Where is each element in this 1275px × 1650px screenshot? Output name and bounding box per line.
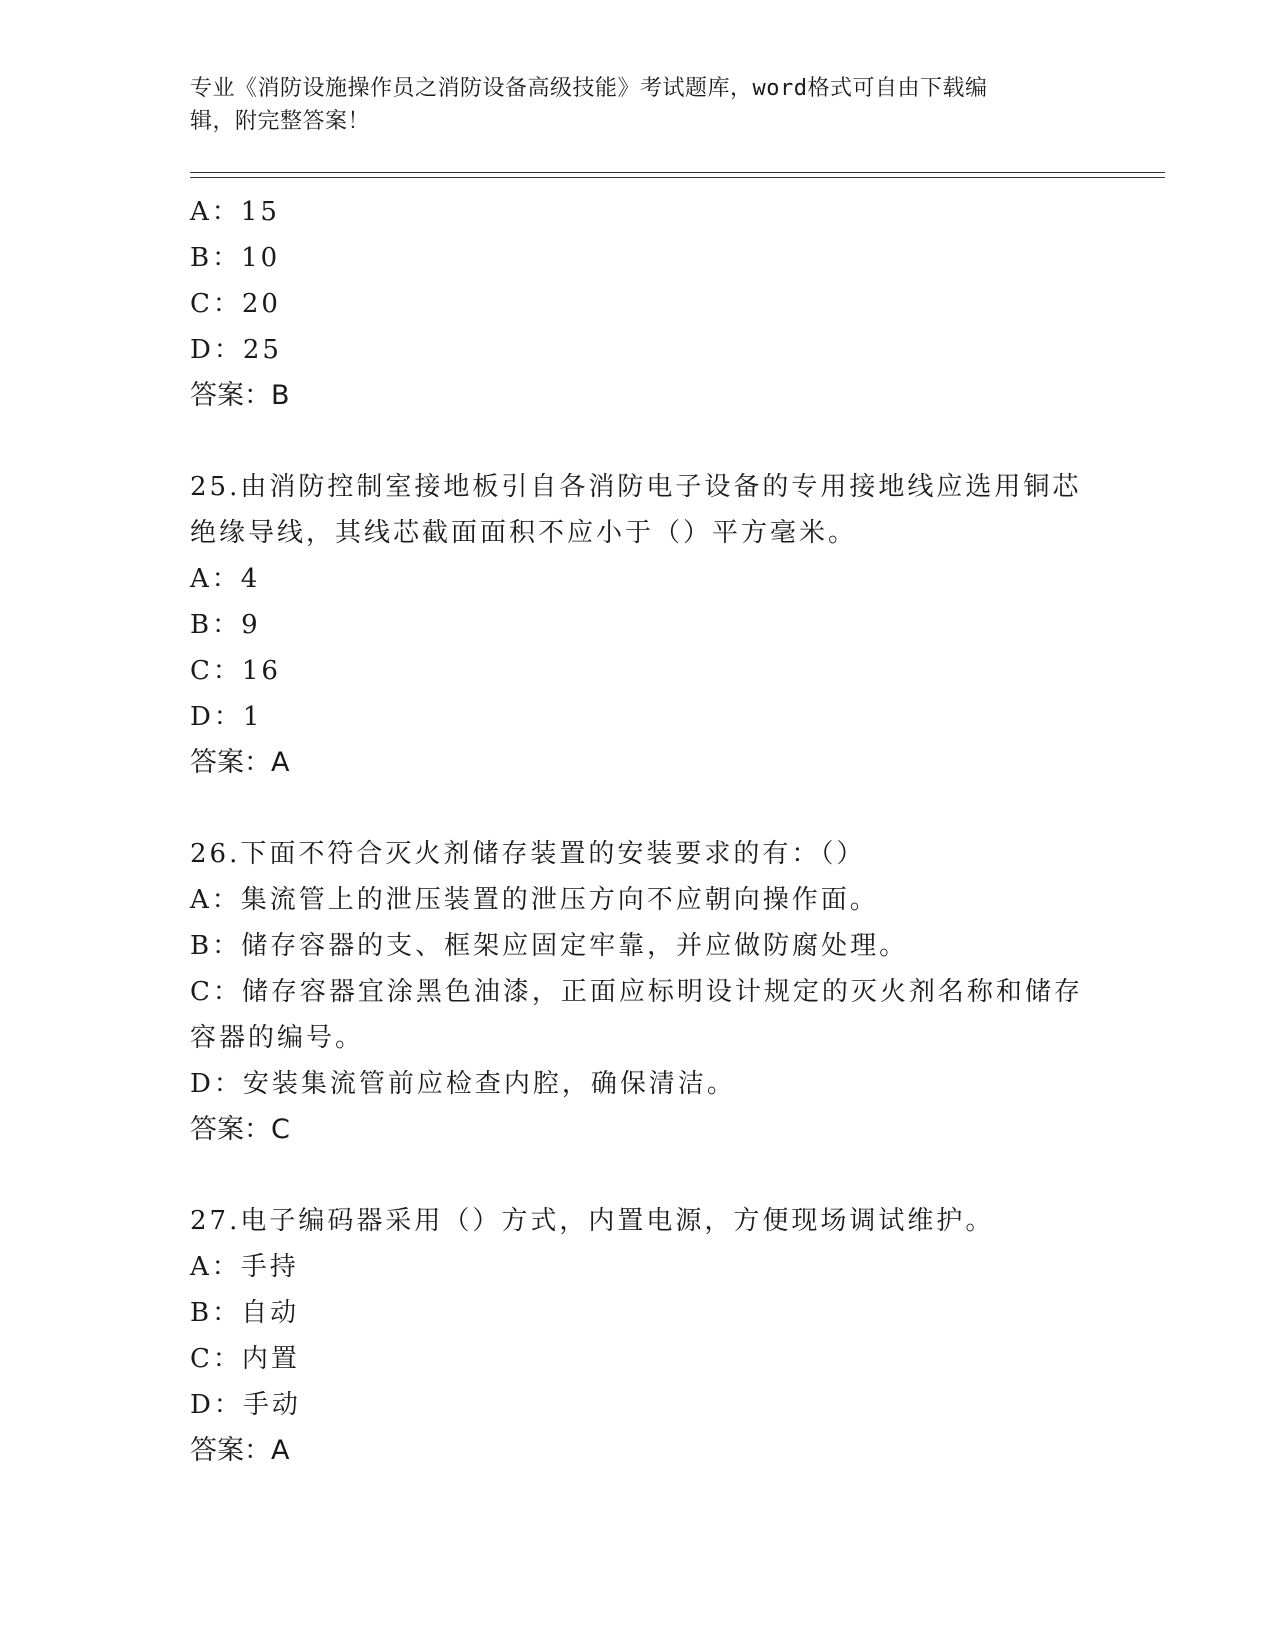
option-d: D：25 <box>190 335 282 365</box>
header-rule-top <box>190 172 1165 173</box>
answer: 答案：A <box>190 747 290 778</box>
header-line-2: 辑，附完整答案！ <box>190 109 371 134</box>
question-list <box>190 189 1090 1474</box>
question-25 <box>190 464 1090 786</box>
option-a: A：集流管上的泄压装置的泄压方向不应朝向操作面。 <box>190 885 879 915</box>
option-a: A：手持 <box>190 1252 299 1282</box>
option-c-line-2: 容器的编号。 <box>190 1023 365 1053</box>
option-b: B：9 <box>190 610 261 640</box>
question-stem: 27.电子编码器采用（）方式，内置电源，方便现场调试维护。 <box>190 1206 995 1236</box>
header-line-1: 专业《消防设施操作员之消防设备高级技能》考试题库，word格式可自由下载编 <box>190 76 988 101</box>
option-b: B：自动 <box>190 1298 300 1328</box>
question-stem-line-1: 25.由消防控制室接地板引自各消防电子设备的专用接地线应选用铜芯 <box>190 472 1082 502</box>
option-d: D：手动 <box>190 1390 301 1420</box>
option-c: C：20 <box>190 289 281 319</box>
header-rule-bottom <box>190 177 1165 178</box>
option-b: B：10 <box>190 243 281 273</box>
option-d: D：安装集流管前应检查内腔，确保清洁。 <box>190 1069 736 1099</box>
option-d: D：1 <box>190 702 263 732</box>
option-a: A：15 <box>190 197 280 227</box>
answer: 答案：A <box>190 1435 290 1466</box>
question-24 <box>190 189 1090 419</box>
question-stem: 26.下面不符合灭火剂储存装置的安装要求的有：（） <box>190 839 866 869</box>
option-c-line-1: C：储存容器宜涂黑色油漆，正面应标明设计规定的灭火剂名称和储存 <box>190 977 1083 1007</box>
option-b: B：储存容器的支、框架应固定牢靠，并应做防腐处理。 <box>190 931 909 961</box>
option-c: C：16 <box>190 656 281 686</box>
question-26 <box>190 831 1090 1153</box>
option-c: C：内置 <box>190 1344 300 1374</box>
question-stem-line-2: 绝缘导线，其线芯截面面积不应小于（）平方毫米。 <box>190 518 858 548</box>
document-header <box>190 72 1090 138</box>
answer: 答案：C <box>190 1114 290 1145</box>
answer: 答案：B <box>190 380 290 411</box>
option-a: A：4 <box>190 564 261 594</box>
question-27 <box>190 1198 1090 1474</box>
